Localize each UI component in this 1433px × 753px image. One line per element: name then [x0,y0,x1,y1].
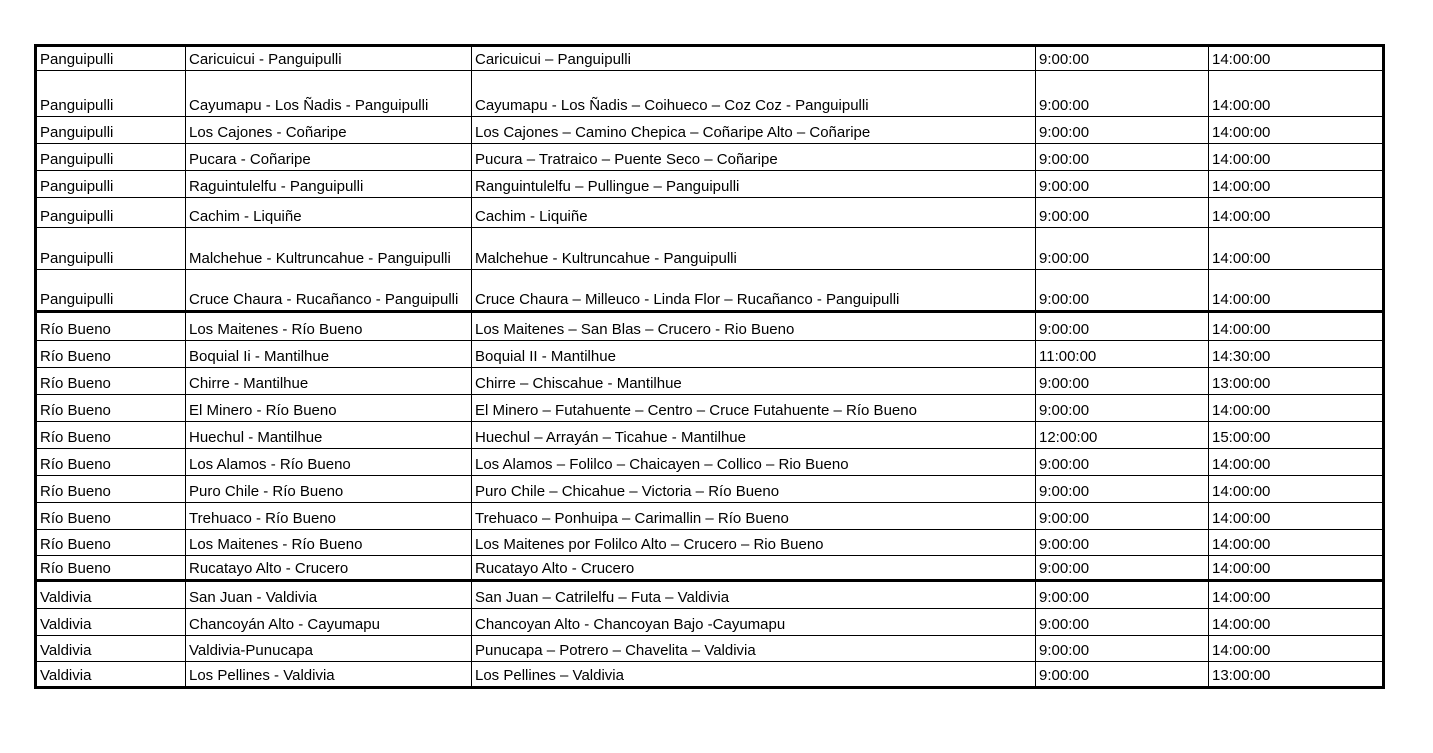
end-time-cell: 13:00:00 [1209,662,1384,688]
table-row [36,581,1384,609]
route-cell: San Juan – Catrilelfu – Futa – Valdivia [472,581,1036,609]
table-row [36,503,1384,530]
route-schedule-table [34,44,1385,689]
end-time-cell: 13:00:00 [1209,368,1384,395]
table-row [36,341,1384,368]
start-time-cell: 12:00:00 [1036,422,1209,449]
end-time-cell: 14:00:00 [1209,530,1384,556]
table-row [36,556,1384,581]
start-time-cell: 9:00:00 [1036,503,1209,530]
route-cell: Cayumapu - Los Ñadis – Coihueco – Coz Coz - Panguipulli [472,71,1036,117]
route-cell: Los Alamos – Folilco – Chaicayen – Collico – Rio Bueno [472,449,1036,476]
table-row [36,422,1384,449]
end-time-cell: 14:00:00 [1209,636,1384,662]
start-time-cell: 9:00:00 [1036,581,1209,609]
end-time-cell: 14:00:00 [1209,312,1384,341]
start-time-cell: 9:00:00 [1036,636,1209,662]
route-cell: El Minero – Futahuente – Centro – Cruce Futahuente – Río Bueno [472,395,1036,422]
route-cell: Boquial II - Mantilhue [472,341,1036,368]
table-row [36,449,1384,476]
start-time-cell: 9:00:00 [1036,662,1209,688]
table-row [36,46,1384,71]
start-time-cell: 9:00:00 [1036,312,1209,341]
table-row [36,71,1384,117]
end-time-cell: 14:00:00 [1209,556,1384,581]
start-time-cell: 9:00:00 [1036,449,1209,476]
sector-cell: San Juan - Valdivia [186,581,472,609]
start-time-cell: 9:00:00 [1036,395,1209,422]
start-time-cell: 9:00:00 [1036,228,1209,270]
end-time-cell: 14:00:00 [1209,395,1384,422]
sector-cell: Trehuaco - Río Bueno [186,503,472,530]
sector-cell: El Minero - Río Bueno [186,395,472,422]
comuna-cell: Río Bueno [36,422,186,449]
route-cell: Los Pellines – Valdivia [472,662,1036,688]
sector-cell: Malchehue - Kultruncahue - Panguipulli [186,228,472,270]
route-cell: Los Maitenes por Folilco Alto – Crucero – Rio Bueno [472,530,1036,556]
route-cell: Cruce Chaura – Milleuco - Linda Flor – Rucañanco - Panguipulli [472,270,1036,312]
start-time-cell: 9:00:00 [1036,198,1209,228]
table-row [36,171,1384,198]
table-row [36,117,1384,144]
end-time-cell: 14:00:00 [1209,117,1384,144]
end-time-cell: 15:00:00 [1209,422,1384,449]
sector-cell: Raguintulelfu - Panguipulli [186,171,472,198]
comuna-cell: Panguipulli [36,46,186,71]
sector-cell: Los Cajones - Coñaripe [186,117,472,144]
table-row [36,530,1384,556]
table-row [36,144,1384,171]
comuna-cell: Río Bueno [36,476,186,503]
route-cell: Caricuicui – Panguipulli [472,46,1036,71]
comuna-cell: Panguipulli [36,144,186,171]
comuna-cell: Panguipulli [36,198,186,228]
table-row [36,662,1384,688]
comuna-cell: Panguipulli [36,270,186,312]
route-cell: Chirre – Chiscahue - Mantilhue [472,368,1036,395]
sector-cell: Los Pellines - Valdivia [186,662,472,688]
end-time-cell: 14:00:00 [1209,476,1384,503]
sector-cell: Los Alamos - Río Bueno [186,449,472,476]
comuna-cell: Panguipulli [36,171,186,198]
sector-cell: Huechul - Mantilhue [186,422,472,449]
comuna-cell: Río Bueno [36,312,186,341]
sector-cell: Boquial Ii - Mantilhue [186,341,472,368]
comuna-cell: Valdivia [36,609,186,636]
comuna-cell: Río Bueno [36,556,186,581]
route-cell: Chancoyan Alto - Chancoyan Bajo -Cayumapu [472,609,1036,636]
route-cell: Ranguintulelfu – Pullingue – Panguipulli [472,171,1036,198]
end-time-cell: 14:00:00 [1209,503,1384,530]
end-time-cell: 14:00:00 [1209,171,1384,198]
comuna-cell: Panguipulli [36,228,186,270]
route-cell: Rucatayo Alto - Crucero [472,556,1036,581]
sector-cell: Caricuicui - Panguipulli [186,46,472,71]
sector-cell: Cayumapu - Los Ñadis - Panguipulli [186,71,472,117]
route-cell: Malchehue - Kultruncahue - Panguipulli [472,228,1036,270]
table-row [36,312,1384,341]
table-row [36,270,1384,312]
end-time-cell: 14:00:00 [1209,270,1384,312]
end-time-cell: 14:00:00 [1209,228,1384,270]
table-row [36,228,1384,270]
start-time-cell: 9:00:00 [1036,609,1209,636]
comuna-cell: Río Bueno [36,503,186,530]
table-row [36,368,1384,395]
end-time-cell: 14:00:00 [1209,609,1384,636]
comuna-cell: Valdivia [36,636,186,662]
comuna-cell: Panguipulli [36,71,186,117]
end-time-cell: 14:00:00 [1209,46,1384,71]
route-cell: Los Cajones – Camino Chepica – Coñaripe Alto – Coñaripe [472,117,1036,144]
schedule-body [36,46,1384,688]
sector-cell: Los Maitenes - Río Bueno [186,530,472,556]
comuna-cell: Río Bueno [36,449,186,476]
end-time-cell: 14:30:00 [1209,341,1384,368]
route-cell: Puro Chile – Chicahue – Victoria – Río Bueno [472,476,1036,503]
start-time-cell: 9:00:00 [1036,46,1209,71]
comuna-cell: Panguipulli [36,117,186,144]
comuna-cell: Río Bueno [36,530,186,556]
comuna-cell: Río Bueno [36,368,186,395]
start-time-cell: 9:00:00 [1036,368,1209,395]
start-time-cell: 9:00:00 [1036,171,1209,198]
start-time-cell: 11:00:00 [1036,341,1209,368]
end-time-cell: 14:00:00 [1209,71,1384,117]
table-row [36,609,1384,636]
start-time-cell: 9:00:00 [1036,476,1209,503]
comuna-cell: Río Bueno [36,395,186,422]
table-row [36,476,1384,503]
table-row [36,198,1384,228]
start-time-cell: 9:00:00 [1036,144,1209,171]
comuna-cell: Valdivia [36,662,186,688]
route-cell: Huechul – Arrayán – Ticahue - Mantilhue [472,422,1036,449]
comuna-cell: Valdivia [36,581,186,609]
start-time-cell: 9:00:00 [1036,117,1209,144]
sector-cell: Chancoyán Alto - Cayumapu [186,609,472,636]
start-time-cell: 9:00:00 [1036,270,1209,312]
end-time-cell: 14:00:00 [1209,581,1384,609]
sector-cell: Los Maitenes - Río Bueno [186,312,472,341]
table-row [36,636,1384,662]
comuna-cell: Río Bueno [36,341,186,368]
sector-cell: Rucatayo Alto - Crucero [186,556,472,581]
sector-cell: Valdivia-Punucapa [186,636,472,662]
start-time-cell: 9:00:00 [1036,530,1209,556]
sector-cell: Cruce Chaura - Rucañanco - Panguipulli [186,270,472,312]
route-cell: Pucura – Tratraico – Puente Seco – Coñaripe [472,144,1036,171]
route-cell: Cachim - Liquiñe [472,198,1036,228]
sector-cell: Pucara - Coñaripe [186,144,472,171]
end-time-cell: 14:00:00 [1209,144,1384,171]
end-time-cell: 14:00:00 [1209,449,1384,476]
end-time-cell: 14:00:00 [1209,198,1384,228]
sector-cell: Cachim - Liquiñe [186,198,472,228]
start-time-cell: 9:00:00 [1036,556,1209,581]
table-row [36,395,1384,422]
sector-cell: Chirre - Mantilhue [186,368,472,395]
route-cell: Los Maitenes – San Blas – Crucero - Rio Bueno [472,312,1036,341]
sector-cell: Puro Chile - Río Bueno [186,476,472,503]
route-cell: Punucapa – Potrero – Chavelita – Valdivia [472,636,1036,662]
route-cell: Trehuaco – Ponhuipa – Carimallin – Río Bueno [472,503,1036,530]
start-time-cell: 9:00:00 [1036,71,1209,117]
